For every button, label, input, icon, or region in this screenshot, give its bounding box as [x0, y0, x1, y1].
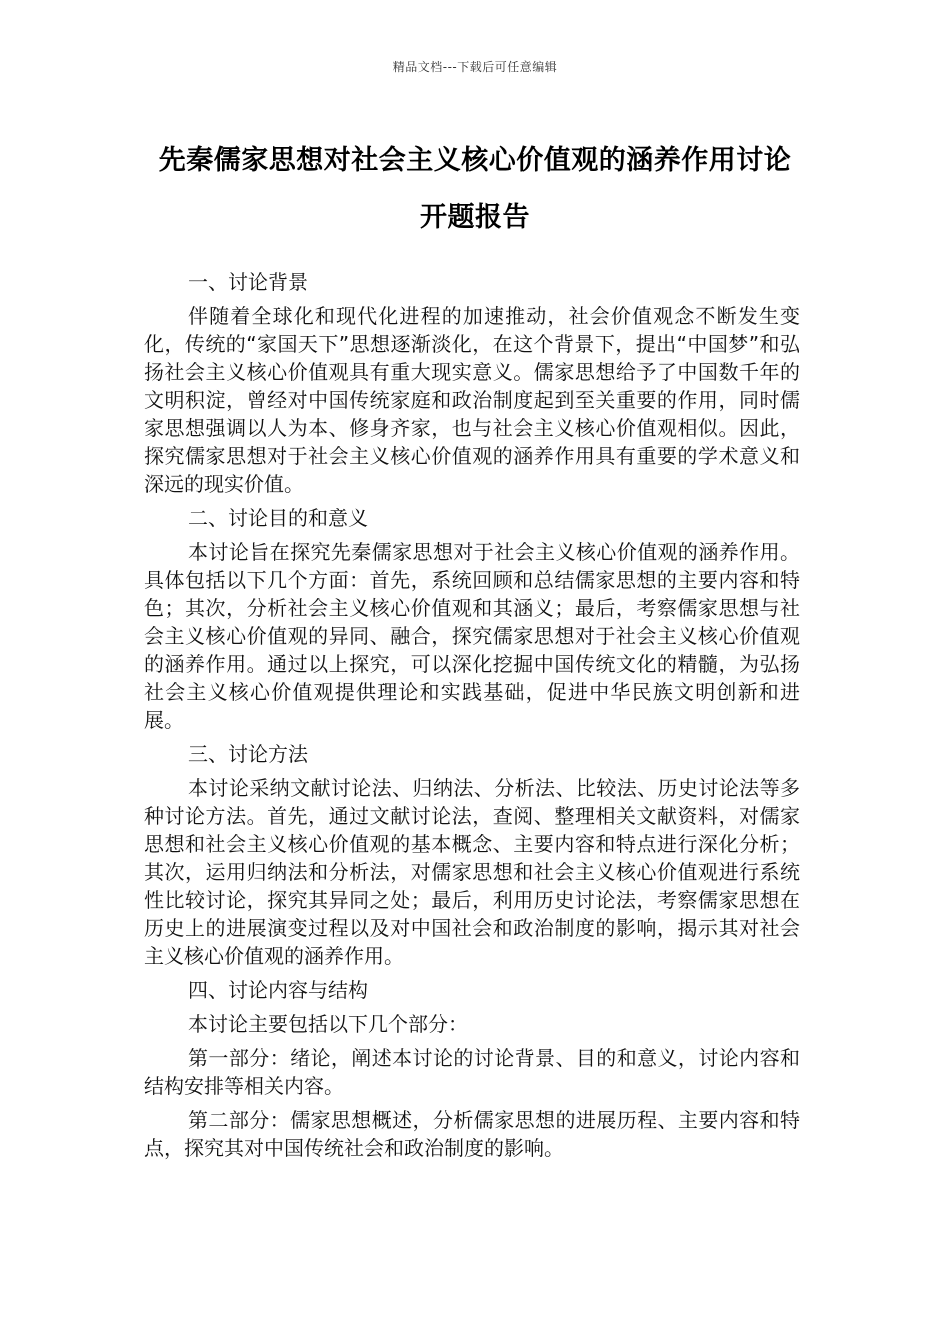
section-paragraph: 第二部分：儒家思想概述，分析儒家思想的进展历程、主要内容和特点，探究其对中国传统社会和政治制度的影响。 — [144, 1108, 800, 1160]
header-note: 精品文档---下载后可任意编辑 — [392, 60, 558, 74]
section-heading-purpose: 二、讨论目的和意义 — [188, 506, 368, 530]
section-paragraph: 第一部分：绪论，阐述本讨论的讨论背景、目的和意义，讨论内容和结构安排等相关内容。 — [144, 1046, 800, 1098]
section-heading-methods: 三、讨论方法 — [188, 742, 308, 766]
document-title-line-1: 先秦儒家思想对社会主义核心价值观的涵养作用讨论 — [158, 145, 792, 176]
section-paragraph: 伴随着全球化和现代化进程的加速推动，社会价值观念不断发生变化，传统的“家国天下”思想逐渐淡化，在这个背景下，提出“中国梦”和弘扬社会主义核心价值观具有重大现实意义。儒家思想给予了中国数千年的文明积淀，曾经对中国传统家庭和政治制度起到至关重要的作用，同时儒家思想强调以人为本、修身齐家，也与社会主义核心价值观相似。因此，探究儒家思想对于社会主义核心价值观的涵养作用具有重要的学术意义和深远的现实价值。 — [144, 304, 800, 496]
document-title-line-2: 开题报告 — [420, 202, 530, 233]
section-paragraph: 本讨论主要包括以下几个部分： — [188, 1012, 468, 1036]
section-heading-background: 一、讨论背景 — [188, 270, 308, 294]
section-paragraph: 本讨论采纳文献讨论法、归纳法、分析法、比较法、历史讨论法等多种讨论方法。首先，通过文献讨论法，查阅、整理相关文献资料，对儒家思想和社会主义核心价值观的基本概念、主要内容和特点进行深化分析；其次，运用归纳法和分析法，对儒家思想和社会主义核心价值观进行系统性比较讨论，探究其异同之处；最后，利用历史讨论法，考察儒家思想在历史上的进展演变过程以及对中国社会和政治制度的影响，揭示其对社会主义核心价值观的涵养作用。 — [144, 776, 800, 968]
section-paragraph: 本讨论旨在探究先秦儒家思想对于社会主义核心价值观的涵养作用。具体包括以下几个方面：首先，系统回顾和总结儒家思想的主要内容和特色；其次，分析社会主义核心价值观和其涵义；最后，考察儒家思想与社会主义核心价值观的异同、融合，探究儒家思想对于社会主义核心价值观的涵养作用。通过以上探究，可以深化挖掘中国传统文化的精髓，为弘扬社会主义核心价值观提供理论和实践基础，促进中华民族文明创新和进展。 — [144, 540, 800, 732]
document-body — [144, 268, 800, 1168]
section-heading-content-structure: 四、讨论内容与结构 — [188, 978, 368, 1002]
